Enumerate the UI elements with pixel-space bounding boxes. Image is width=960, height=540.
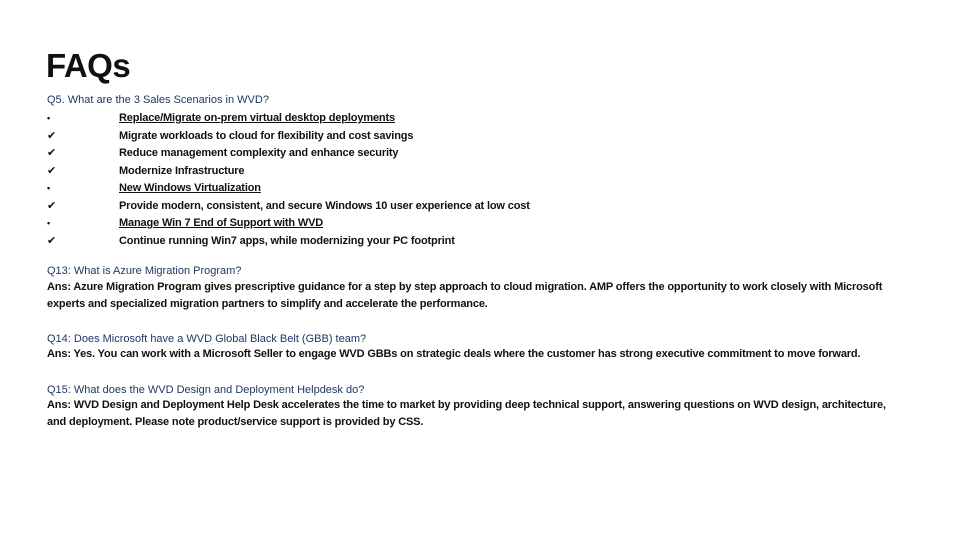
checkmark-icon: ✔ [47,234,57,247]
scenario-benefit: Continue running Win7 apps, while modernizing your PC footprint [119,234,455,247]
scenario-benefit: Modernize Infrastructure [119,164,245,177]
answer-q13: Ans: Azure Migration Program gives prescriptive guidance for a step by step approach to cloud migration. AMP offers the opportunity to work closely with Microsoft experts and specialized migration partners to simplify and accelerate the performance. [47,281,883,310]
scenario-benefit: Reduce management complexity and enhance security [119,147,399,159]
bullet-marker: • [47,218,51,228]
scenario-heading: New Windows Virtualization [119,182,261,194]
list-item [47,215,747,233]
list-item [47,128,747,146]
checkmark-icon: ✔ [47,199,57,212]
slide-title: FAQs [46,47,131,84]
list-item [47,180,747,198]
scenario-benefit: Migrate workloads to cloud for flexibility and cost savings [119,129,414,142]
bullet-marker: • [47,183,51,193]
list-item [47,110,747,128]
question-q13: Q13: What is Azure Migration Program? [47,265,242,277]
list-item [47,198,747,216]
scenario-benefit: Provide modern, consistent, and secure Windows 10 user experience at low cost [119,199,530,212]
list-item [47,233,747,251]
bullet-marker: • [47,113,51,123]
checkmark-icon: ✔ [47,129,57,142]
list-item [47,163,747,181]
question-q15: Q15: What does the WVD Design and Deployment Helpdesk do? [47,384,365,396]
checkmark-icon: ✔ [47,147,57,159]
answer-q14: Ans: Yes. You can work with a Microsoft Seller to engage WVD GBBs on strategic deals where the customer has strong executive commitment to move forward. [47,348,861,360]
question-q14: Q14: Does Microsoft have a WVD Global Black Belt (GBB) team? [47,333,367,345]
list-item [47,145,747,163]
answer-q15: Ans: WVD Design and Deployment Help Desk accelerates the time to market by providing deep technical support, answering questions on WVD design, architecture, and deployment. Please note product/service support is provided by CSS. [47,399,886,428]
question-q5: Q5. What are the 3 Sales Scenarios in WVD? [47,94,269,106]
scenario-heading: Replace/Migrate on-prem virtual desktop deployments [119,112,395,124]
scenario-heading: Manage Win 7 End of Support with WVD [119,217,324,229]
sales-scenario-list [47,110,747,250]
checkmark-icon: ✔ [47,164,57,177]
